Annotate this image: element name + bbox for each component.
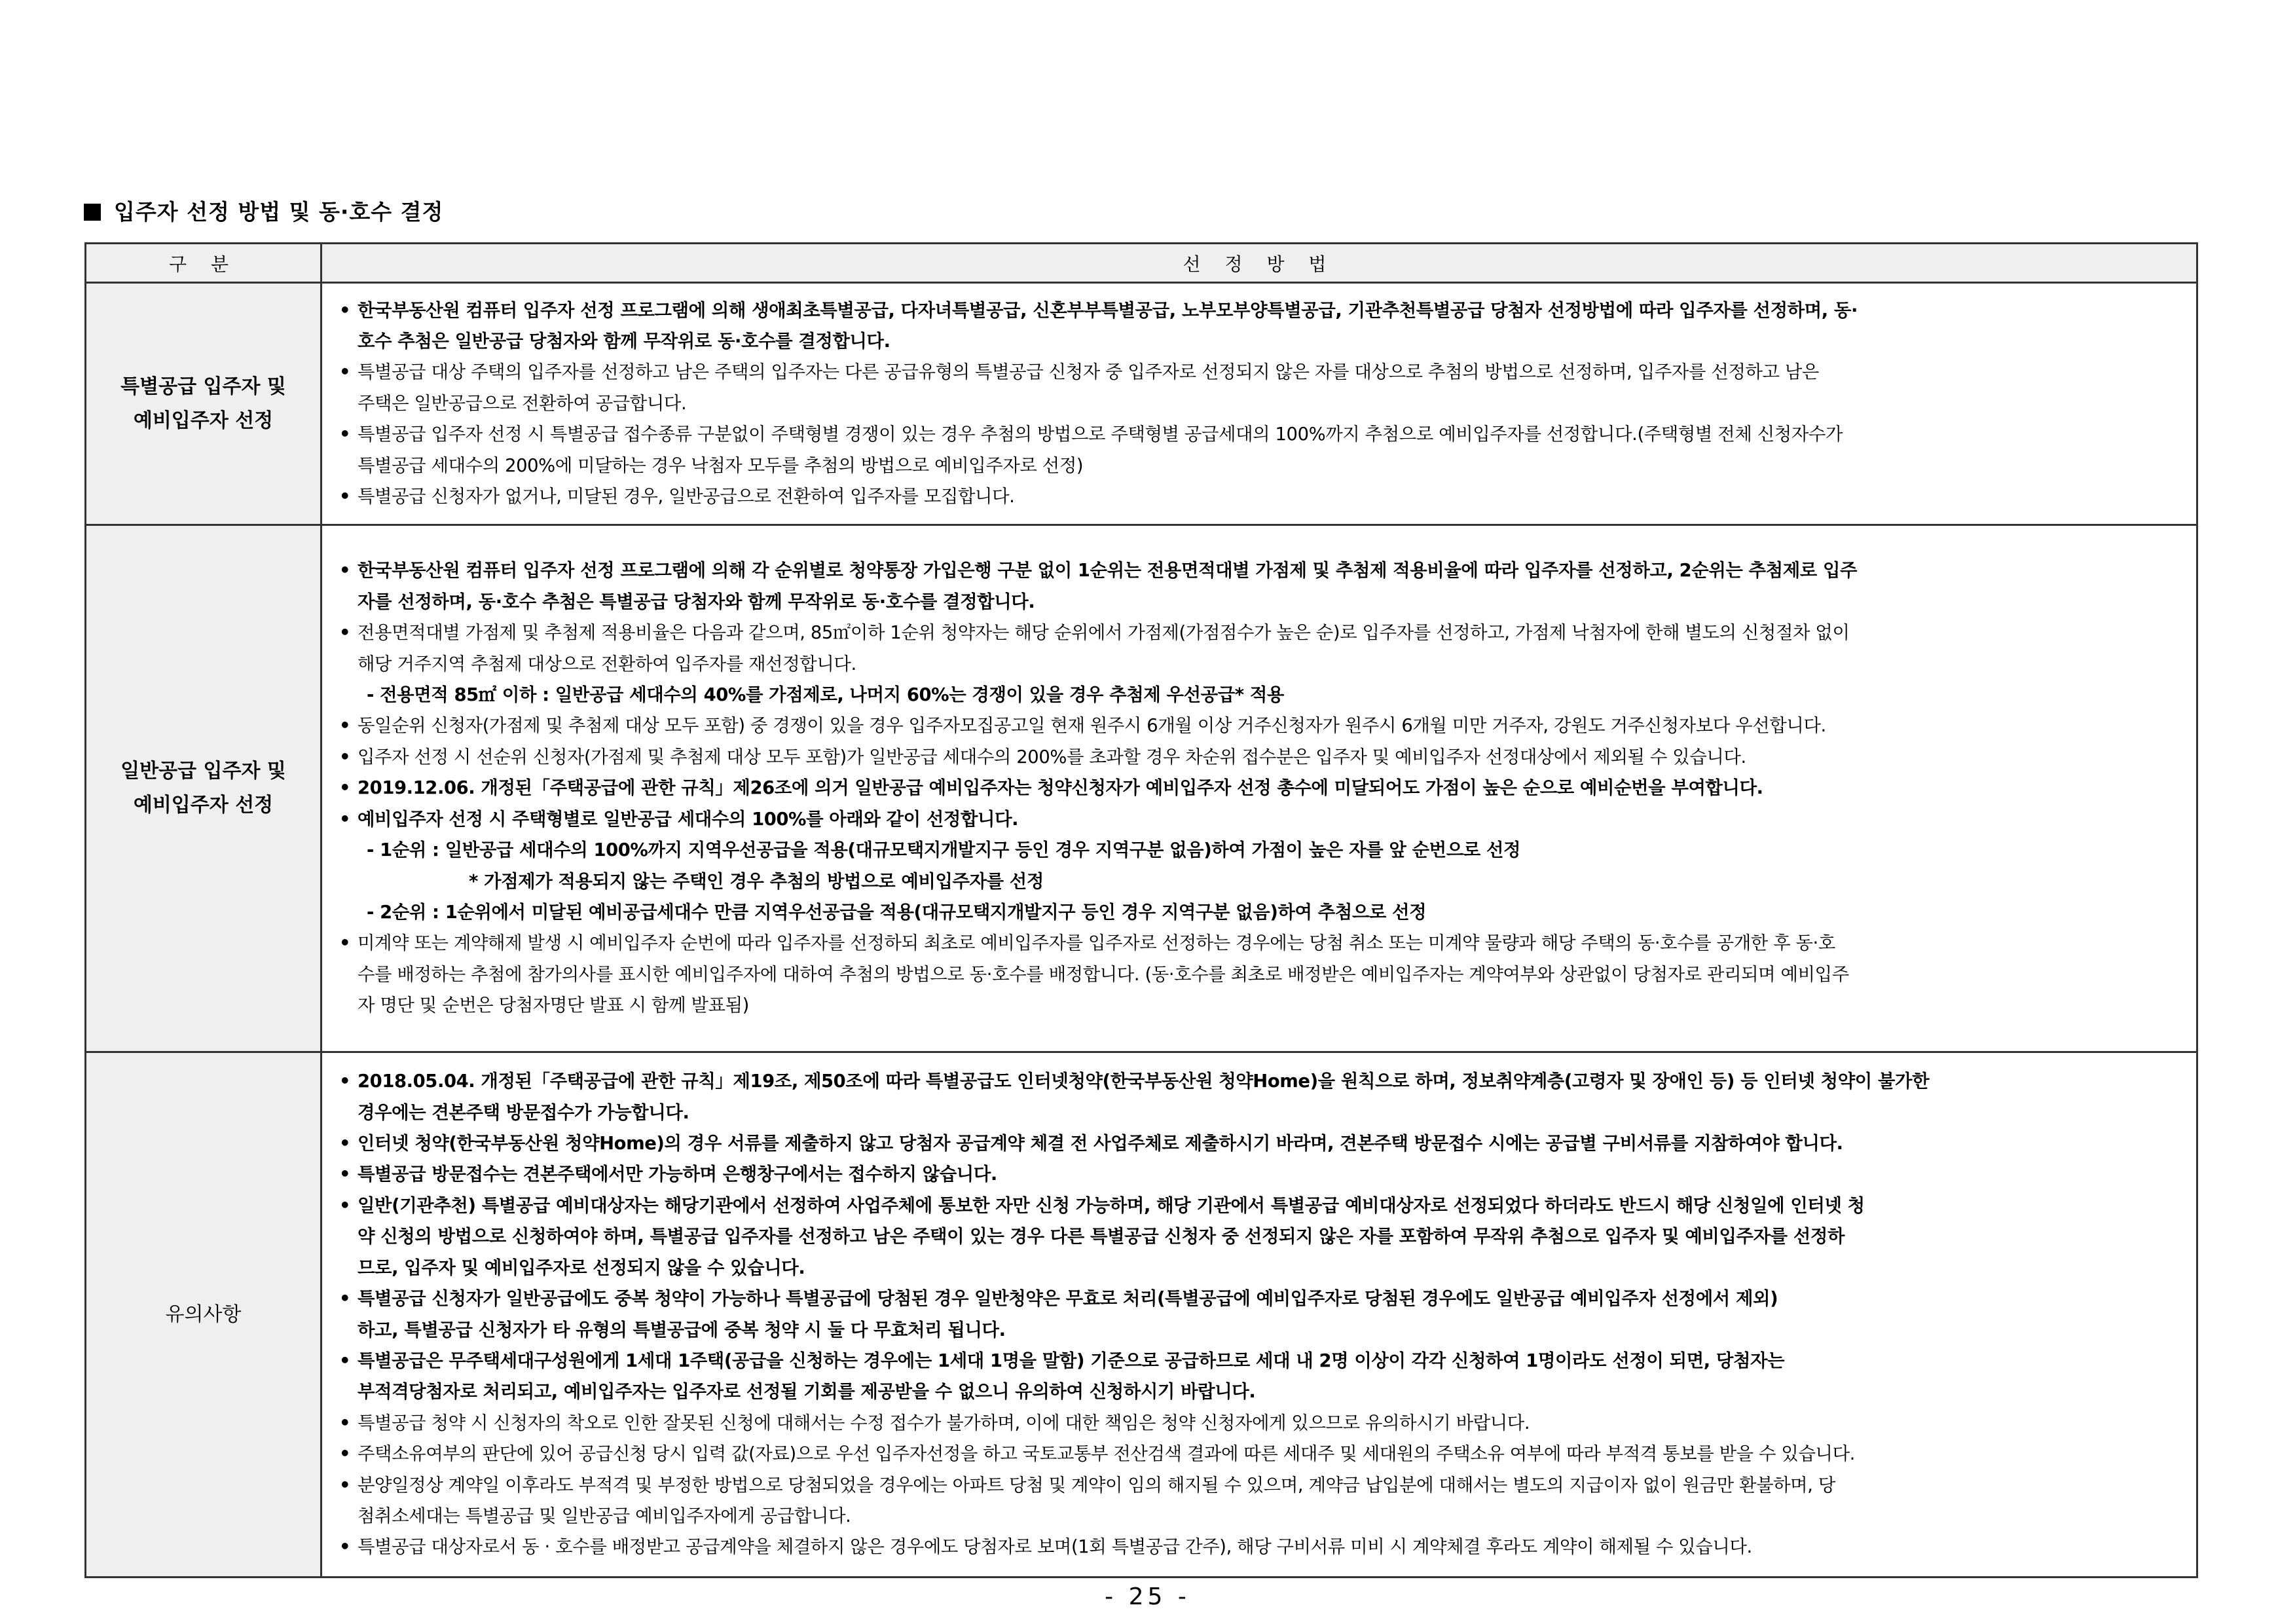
text-line: 자를 선정하며, 동·호수 추첨은 특별공급 당첨자와 함께 무작위로 동·호수를 결정합니다. [358, 591, 1035, 612]
table-row-notes [86, 1052, 2197, 1578]
bullet-item: • 주택소유여부의 판단에 있어 공급신청 당시 입력 값(자료)으로 우선 입주자선정을 하고 국토교통부 전산검색 결과에 따른 세대주 및 세대원의 주택소유 여부에 따라 부적격 통보를 받을 수 있습니다. [335, 1439, 2167, 1469]
text-line: 부적격당첨자로 처리되고, 예비입주자는 입주자로 선정될 기회를 제공받을 수 없으니 유의하여 신청하시기 바랍니다. [358, 1382, 1256, 1403]
text-line: 경우에는 견본주택 방문접수가 가능합니다. [358, 1102, 689, 1123]
text-line: 므로, 입주자 및 예비입주자로 선정되지 않을 수 있습니다. [358, 1257, 805, 1278]
table-row-general-supply [86, 525, 2197, 1052]
text-line: - 전용면적 85㎡ 이하 : 일반공급 세대수의 40%를 가점제로, 나머지 60%는 경쟁이 있을 경우 추첨제 우선공급* 적용 [367, 685, 1284, 706]
text-line: 하고, 특별공급 신청자가 타 유형의 특별공급에 중복 청약 시 둘 다 무효처리 됩니다. [358, 1320, 1006, 1340]
text-line: - 2순위 : 1순위에서 미달된 예비공급세대수 만큼 지역우선공급을 적용(대규모택지개발지구 등인 경우 지역구분 없음)하여 추첨으로 선정 [367, 902, 1427, 923]
bullet-item: • 특별공급 방문접수는 견본주택에서만 가능하며 은행창구에서는 접수하지 않습니다. [335, 1159, 2167, 1190]
black-square-icon [84, 204, 101, 221]
bullet-item: • 특별공급 청약 시 신청자의 착오로 인한 잘못된 신청에 대해서는 수정 접수가 불가하며, 이에 대한 책임은 청약 신청자에게 있으므로 유의하시기 바랍니다. [335, 1408, 2167, 1439]
text-line: 수를 배정하는 추첨에 참가의사를 표시한 예비입주자에 대하여 추첨의 방법으로 동·호수를 배정합니다. (동·호수를 최초로 배정받은 예비입주자는 계약여부와 상관없이 당첨자로 관리되며 예비입주 [358, 964, 1849, 985]
text-line: 해당 거주지역 추첨제 대상으로 전환하여 입주자를 재선정합니다. [358, 654, 856, 674]
bullet-item: • 특별공급 신청자가 일반공급에도 중복 청약이 가능하나 특별공급에 당첨된 경우 일반청약은 무효로 처리(특별공급에 예비입주자로 당첨된 경우에도 일반공급 예비입주자 선정에서 제외) [335, 1283, 2167, 1314]
text-line: - 1순위 : 일반공급 세대수의 100%까지 지역우선공급을 적용(대규모택지개발지구 등인 경우 지역구분 없음)하여 가점이 높은 자를 앞 순번으로 선정 [367, 840, 1521, 861]
bullet-item: • 동일순위 신청자(가점제 및 추첨제 대상 모두 포함) 중 경쟁이 있을 경우 입주자모집공고일 현재 원주시 6개월 이상 거주신청자가 원주시 6개월 미만 거주자, 강원도 거주신청자보다 우선합니다. [335, 710, 2167, 741]
row-content [321, 283, 2197, 525]
bullet-item: • 인터넷 청약(한국부동산원 청약Home)의 경우 서류를 제출하지 않고 당첨자 공급계약 체결 전 사업주체로 제출하시기 바라며, 견본주택 방문접수 시에는 공급별 구비서류를 지참하여야 합니다. [335, 1128, 2167, 1159]
text-line: 호수 추첨은 일반공급 당첨자와 함께 무작위로 동·호수를 결정합니다. [358, 331, 890, 352]
bullet-item: • 특별공급 입주자 선정 시 특별공급 접수종류 구분없이 주택형별 경쟁이 있는 경우 추첨의 방법으로 주택형별 공급세대의 100%까지 추첨으로 예비입주자를 선정합니다.(주택형별 전체 신청자수가 [335, 419, 2167, 450]
selection-method-table [84, 242, 2198, 1578]
row-label-text: 일반공급 입주자 및 예비입주자 선정 [120, 760, 286, 817]
row-label-text: 유의사항 [165, 1302, 242, 1326]
row-label [86, 1052, 321, 1578]
section-title-text: 입주자 선정 방법 및 동·호수 결정 [114, 199, 444, 225]
header-method: 선 정 방 법 [321, 244, 2197, 283]
row-label-text: 특별공급 입주자 및 예비입주자 선정 [120, 375, 286, 432]
text-line: 특별공급 세대수의 200%에 미달하는 경우 낙첨자 모두를 추첨의 방법으로 예비입주자로 선정) [358, 455, 1084, 476]
row-label [86, 525, 321, 1052]
table-row-special-supply [86, 283, 2197, 525]
text-line: 자 명단 및 순번은 당첨자명단 발표 시 함께 발표됨) [358, 995, 749, 1016]
page-number: - 25 - [1105, 1583, 1190, 1610]
bullet-item: • 입주자 선정 시 선순위 신청자(가점제 및 추첨제 대상 모두 포함)가 일반공급 세대수의 200%를 초과할 경우 차순위 접수분은 입주자 및 예비입주자 선정대상에서 제외될 수 있습니다. [335, 742, 2167, 773]
bullet-item: • 일반(기관추천) 특별공급 예비대상자는 해당기관에서 선정하여 사업주체에 통보한 자만 신청 가능하며, 해당 기관에서 특별공급 예비대상자로 선정되었다 하더라도 반드시 해당 신청일에 인터넷 청 [335, 1190, 2167, 1221]
bullet-item: • 미계약 또는 계약해제 발생 시 예비입주자 순번에 따라 입주자를 선정하되 최초로 예비입주자를 입주자로 선정하는 경우에는 당첨 취소 또는 미계약 물량과 해당 주택의 동·호수를 공개한 후 동·호 [335, 928, 2167, 959]
row-content [321, 525, 2197, 1052]
section-title [84, 195, 443, 226]
row-content [321, 1052, 2197, 1578]
bullet-item: • 특별공급 대상 주택의 입주자를 선정하고 남은 주택의 입주자는 다른 공급유형의 특별공급 신청자 중 입주자로 선정되지 않은 자를 대상으로 추첨의 방법으로 선정하며, 입주자를 선정하고 남은 [335, 357, 2167, 388]
text-line: 약 신청의 방법으로 신청하여야 하며, 특별공급 입주자를 선정하고 남은 주택이 있는 경우 다른 특별공급 신청자 중 선정되지 않은 자를 포함하여 무작위 추첨으로 입주자 및 예비입주자를 선정하 [358, 1227, 1845, 1247]
bullet-item: • 2019.12.06. 개정된「주택공급에 관한 규칙」제26조에 의거 일반공급 예비입주자는 청약신청자가 예비입주자 선정 총수에 미달되어도 가점이 높은 순으로 예비순번을 부여합니다. [335, 773, 2167, 803]
bullet-item: • 특별공급 신청자가 없거나, 미달된 경우, 일반공급으로 전환하여 입주자를 모집합니다. [335, 481, 2167, 512]
bullet-item: • 한국부동산원 컴퓨터 입주자 선정 프로그램에 의해 각 순위별로 청약통장 가입은행 구분 없이 1순위는 전용면적대별 가점제 및 추첨제 적용비율에 따라 입주자를 선정하고, 2순위는 추첨제로 입주 [335, 555, 2167, 586]
bullet-item: • 한국부동산원 컴퓨터 입주자 선정 프로그램에 의해 생애최초특별공급, 다자녀특별공급, 신혼부부특별공급, 노부모부양특별공급, 기관추천특별공급 당첨자 선정방법에 따라 입주자를 선정하며, 동· [335, 295, 2167, 326]
header-category: 구 분 [86, 244, 321, 283]
text-line: * 가점제가 적용되지 않는 주택인 경우 추첨의 방법으로 예비입주자를 선정 [469, 871, 1044, 892]
row-label [86, 283, 321, 525]
bullet-item: • 예비입주자 선정 시 주택형별로 일반공급 세대수의 100%를 아래와 같이 선정합니다. [335, 804, 2167, 835]
bullet-item: • 특별공급 대상자로서 동 · 호수를 배정받고 공급계약을 체결하지 않은 경우에도 당첨자로 보며(1회 특별공급 간주), 해당 구비서류 미비 시 계약체결 후라도 계약이 해제될 수 있습니다. [335, 1532, 2167, 1562]
table-header-row [86, 244, 2197, 283]
bullet-item: • 전용면적대별 가점제 및 추첨제 적용비율은 다음과 같으며, 85㎡이하 1순위 청약자는 해당 순위에서 가점제(가점점수가 높은 순)로 입주자를 선정하고, 가점제 낙첨자에 한해 별도의 신청절차 없이 [335, 618, 2167, 648]
text-line: 주택은 일반공급으로 전환하여 공급합니다. [358, 393, 687, 414]
bullet-item: • 특별공급은 무주택세대구성원에게 1세대 1주택(공급을 신청하는 경우에는 1세대 1명을 말함) 기준으로 공급하므로 세대 내 2명 이상이 각각 신청하여 1명이라도 선정이 되면, 당첨자는 [335, 1346, 2167, 1376]
bullet-item: • 분양일정상 계약일 이후라도 부적격 및 부정한 방법으로 당첨되었을 경우에는 아파트 당첨 및 계약이 임의 해지될 수 있으며, 계약금 납입분에 대해서는 별도의 지급이자 없이 원금만 환불하며, 당 [335, 1470, 2167, 1501]
bullet-item: • 2018.05.04. 개정된「주택공급에 관한 규칙」제19조, 제50조에 따라 특별공급도 인터넷청약(한국부동산원 청약Home)을 원칙으로 하며, 정보취약계층(고령자 및 장애인 등) 등 인터넷 청약이 불가한 [335, 1066, 2167, 1097]
text-line: 첨취소세대는 특별공급 및 일반공급 예비입주자에게 공급합니다. [358, 1505, 851, 1526]
